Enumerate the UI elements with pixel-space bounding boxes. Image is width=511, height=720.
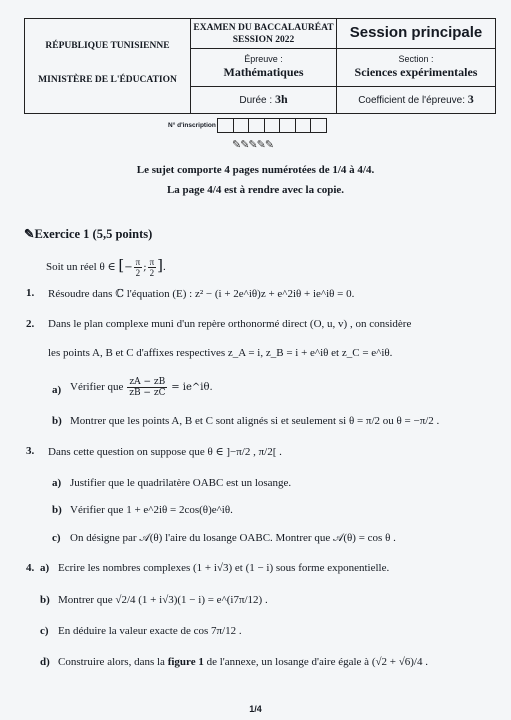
q4d-post: de l'annexe, un losange d'aire égale à (√2 + √6)/4 . bbox=[203, 656, 428, 668]
question-1: Résoudre dans ℂ l'équation (E) : z² − (i + 2e^iθ)z + e^2iθ + ie^iθ = 0. bbox=[48, 288, 355, 300]
given-interval: [ bbox=[118, 256, 125, 274]
intro-line-1: Le sujet comporte 4 pages numérotées de 1/4 à 4/4. bbox=[136, 164, 375, 176]
exam-cell bbox=[191, 19, 337, 49]
intro-line-2: La page 4/4 est à rendre avec la copie. bbox=[166, 184, 345, 196]
question-2a bbox=[70, 377, 213, 398]
epreuve-value: Mathématiques bbox=[223, 65, 304, 79]
q4a-label: a) bbox=[40, 562, 50, 574]
pencil-icon: ✎ bbox=[24, 227, 35, 241]
section-cell bbox=[337, 49, 495, 87]
q2a-numerator: zA − zB bbox=[127, 377, 167, 388]
q3b-label: b) bbox=[52, 504, 62, 516]
section-value: Sciences expérimentales bbox=[354, 65, 478, 79]
question-4c: En déduire la valeur exacte de cos 7π/12 . bbox=[58, 625, 242, 637]
inscription-box[interactable] bbox=[249, 119, 265, 132]
q2a-label: a) bbox=[52, 384, 62, 396]
question-2-line-2: les points A, B et C d'affixes respectives z_A = i, z_B = i + e^iθ et z_C = e^iθ. bbox=[48, 347, 393, 359]
q4-number: 4. bbox=[26, 562, 35, 574]
duree-value: 3h bbox=[274, 92, 288, 106]
inscription-boxes[interactable] bbox=[217, 118, 327, 133]
q4b-label: b) bbox=[40, 594, 50, 606]
coef-label: Coefficient de l'épreuve: bbox=[358, 95, 468, 106]
institution-cell bbox=[25, 19, 191, 113]
question-2-line-1: Dans le plan complexe muni d'un repère orthonormé direct (O, u, v) , on considère bbox=[48, 318, 412, 330]
q2-number: 2. bbox=[26, 318, 35, 330]
exam-session-year: SESSION 2022 bbox=[232, 35, 295, 45]
ministry-label: MINISTÈRE DE L'ÉDUCATION bbox=[38, 75, 177, 85]
q2a-rhs: = ie^iθ. bbox=[171, 382, 213, 394]
question-4a: Ecrire les nombres complexes (1 + i√3) et (1 − i) sous forme exponentielle. bbox=[58, 562, 390, 574]
coef-cell bbox=[337, 87, 495, 113]
question-4d bbox=[58, 656, 428, 668]
inscription-box[interactable] bbox=[218, 119, 234, 132]
section-label: Section : bbox=[398, 54, 434, 64]
duree-cell bbox=[191, 87, 337, 113]
given-line: Soit un réel θ ∈ [− $\frac{\pi}{2}$ ; $\frac{\pi}{2}$ ]. bbox=[46, 256, 166, 278]
q4d-label: d) bbox=[40, 656, 50, 668]
pencil-icons: ✎✎✎✎✎ bbox=[232, 139, 274, 151]
q3-number: 3. bbox=[26, 445, 35, 457]
exercise-title-text: Exercice 1 (5,5 points) bbox=[34, 227, 153, 241]
q2b-label: b) bbox=[52, 415, 62, 427]
inscription-box[interactable] bbox=[296, 119, 312, 132]
epreuve-cell bbox=[191, 49, 337, 87]
question-4b: Montrer que √2/4 (1 + i√3)(1 − i) = e^(i7π/12) . bbox=[58, 594, 268, 606]
q4d-figure-ref: figure 1 bbox=[167, 656, 204, 668]
epreuve-label: Épreuve : bbox=[244, 54, 283, 64]
session-cell: Session principale bbox=[337, 19, 495, 49]
q4d-pre: Construire alors, dans la bbox=[58, 656, 168, 668]
republic-label: RÉPUBLIQUE TUNISIENNE bbox=[45, 41, 170, 51]
inscription-box[interactable] bbox=[311, 119, 326, 132]
question-3c: On désigne par 𝒜(θ) l'aire du losange OABC. Montrer que 𝒜(θ) = cos θ . bbox=[70, 532, 396, 544]
q3c-label: c) bbox=[52, 532, 61, 544]
exercise-title bbox=[24, 226, 152, 242]
inscription-box[interactable] bbox=[234, 119, 250, 132]
q3a-label: a) bbox=[52, 477, 62, 489]
exam-title: EXAMEN DU BACCALAURÉAT bbox=[193, 23, 334, 33]
question-3b: Vérifier que 1 + e^2iθ = 2cos(θ)e^iθ. bbox=[70, 504, 233, 516]
question-2a-text: Vérifier que bbox=[70, 381, 124, 394]
inscription-label: N° d'inscription bbox=[168, 122, 216, 129]
given-text: Soit un réel θ ∈ bbox=[46, 261, 119, 273]
q2a-denominator: zB − zC bbox=[129, 388, 166, 398]
question-3a: Justifier que le quadrilatère OABC est un losange. bbox=[70, 477, 292, 489]
question-3: Dans cette question on suppose que θ ∈ ]−π/2 , π/2[ . bbox=[48, 446, 282, 458]
q1-number: 1. bbox=[26, 287, 35, 299]
duree-label: Durée : bbox=[239, 95, 275, 106]
question-2b: Montrer que les points A, B et C sont alignés si et seulement si θ = π/2 ou θ = −π/2 . bbox=[70, 415, 440, 427]
page-number: 1/4 bbox=[249, 704, 262, 714]
q4c-label: c) bbox=[40, 625, 49, 637]
inscription-box[interactable] bbox=[265, 119, 281, 132]
coef-value: 3 bbox=[467, 92, 474, 106]
exam-header bbox=[24, 18, 496, 114]
inscription-box[interactable] bbox=[280, 119, 296, 132]
